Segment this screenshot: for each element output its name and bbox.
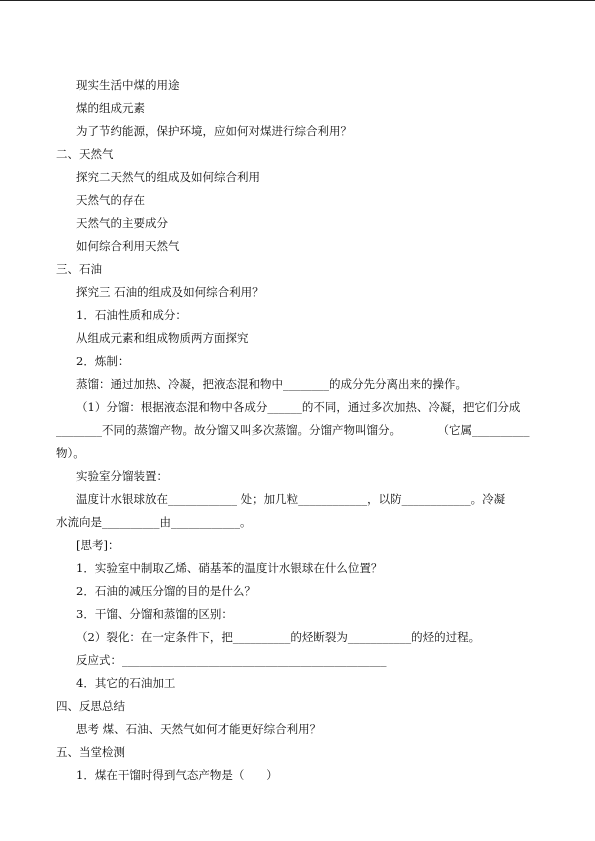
text-line-think-q3: 3．干馏、分馏和蒸馏的区别： (76, 607, 233, 621)
section-heading-test: 五、当堂检测 (56, 745, 125, 759)
text-line-oil-explore: 从组成元素和组成物质两方面探究 (76, 331, 249, 345)
text-line-gas-composition: 天然气的主要成分 (76, 216, 168, 230)
text-line-refining: 2．炼制： (76, 354, 130, 368)
text-line-think-heading: [思考]： (76, 538, 120, 552)
text-line-coal-uses: 现实生活中煤的用途 (76, 78, 180, 92)
text-line-gas-existence: 天然气的存在 (76, 193, 145, 207)
text-line-test-q1: 1．煤在干馏时得到气态产物是（ ） (76, 768, 278, 782)
text-line-coal-utilization: 为了节约能源，保护环境，应如何对煤进行综合利用？ (76, 124, 352, 138)
text-line-fractional-1: （1）分馏：根据液态混和物中各成分______的不同，通过多次加热、冷凝，把它们分成 (76, 400, 521, 414)
text-line-distillation: 蒸馏：通过加热、冷凝，把液态混和物中________的成分先分离出来的操作。 (76, 377, 467, 391)
text-line-cracking: （2）裂化：在一定条件下，把__________的烃断裂为___________的烃的过程。 (76, 630, 481, 644)
section-heading-natural-gas: 二、天然气 (56, 147, 114, 161)
text-line-think-q2: 2．石油的减压分馏的目的是什么？ (76, 584, 256, 598)
text-line-fractional-3: 物）。 (56, 446, 85, 460)
text-line-reflection-q: 思考 煤、石油、天然气如何才能更好综合利用？ (76, 722, 322, 736)
text-line-fractional-2: ________不同的蒸馏产物。故分馏又叫多次蒸馏。分馏产物叫馏分。 （它属__________ (56, 423, 530, 437)
text-line-oil-properties: 1．石油性质和成分： (76, 308, 187, 322)
text-line-reaction: 反应式：______________________________________________ (76, 653, 387, 667)
page-top-rule (0, 0, 595, 1)
text-line-inquiry-two: 探究二天然气的组成及如何综合利用 (76, 170, 260, 184)
text-line-coal-elements: 煤的组成元素 (76, 101, 145, 115)
text-line-lab-apparatus: 实验室分馏装置： (76, 469, 168, 483)
text-line-water-flow: 水流向是__________由____________。 (56, 515, 252, 529)
text-line-think-q1: 1．实验室中制取乙烯、硝基苯的温度计水银球在什么位置？ (76, 561, 383, 575)
text-line-thermometer: 温度计水银球放在____________ 处；加几粒____________，以防____________。冷凝 (76, 492, 506, 506)
section-heading-reflection: 四、反思总结 (56, 699, 125, 713)
text-line-gas-utilization: 如何综合利用天然气 (76, 239, 180, 253)
text-line-other-processing: 4．其它的石油加工 (76, 676, 176, 690)
text-line-inquiry-three: 探究三 石油的组成及如何综合利用？ (76, 285, 264, 299)
section-heading-petroleum: 三、石油 (56, 262, 102, 276)
